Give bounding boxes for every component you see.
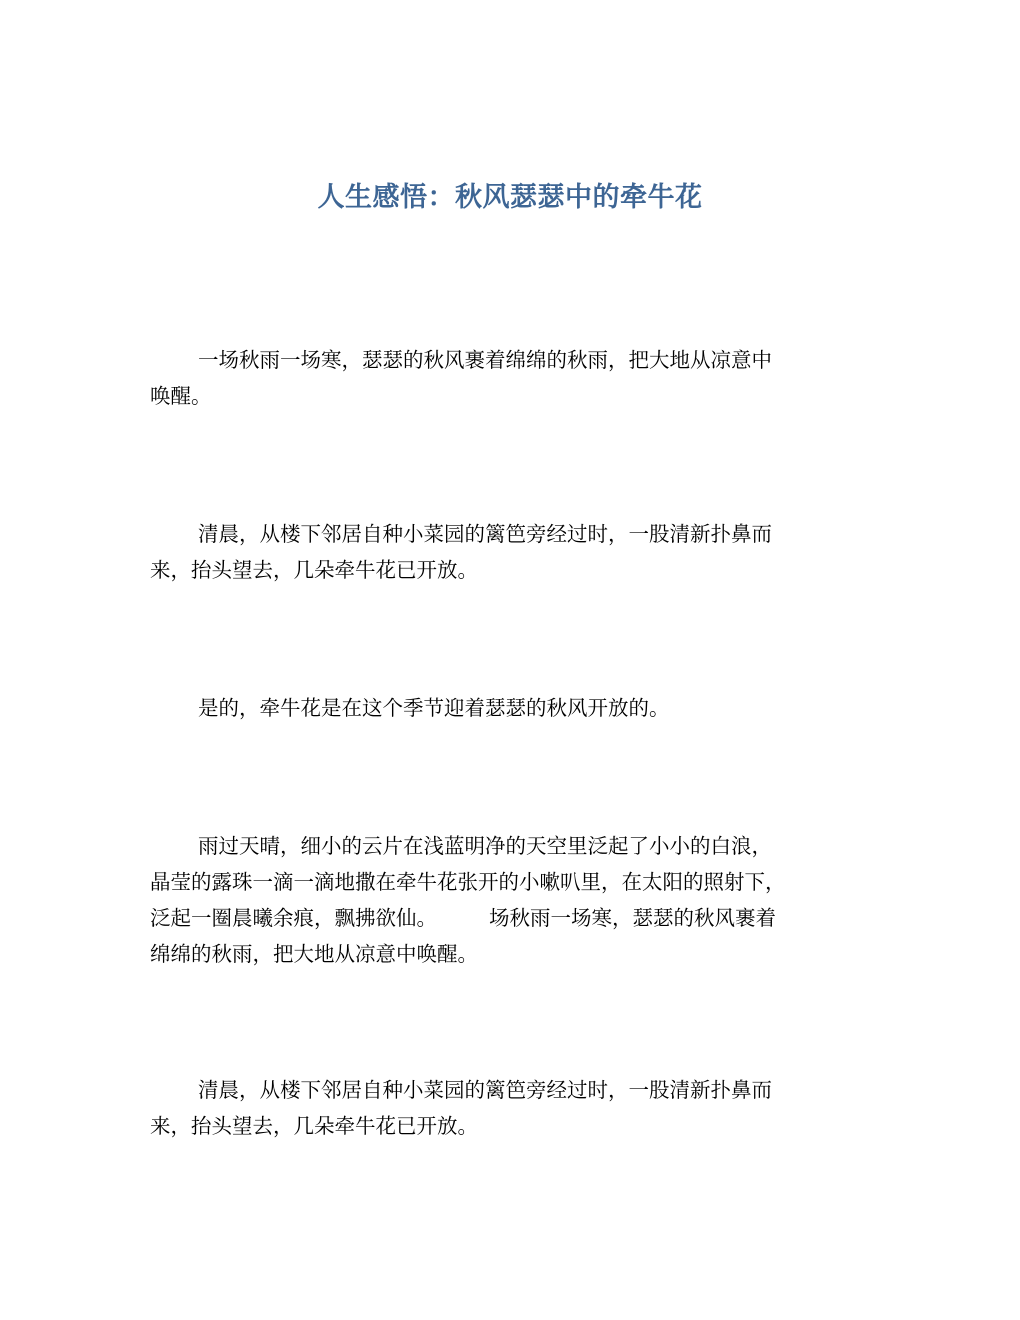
paragraph-2: [150, 516, 862, 588]
paragraph-5: [150, 1072, 862, 1144]
paragraph-line: 一场秋雨一场寒，瑟瑟的秋风裹着绵绵的秋雨，把大地从凉意中: [198, 348, 772, 372]
paragraph-line: 泛起一圈晨曦余痕，飘拂欲仙。 场秋雨一场寒，瑟瑟的秋风裹着: [150, 906, 776, 930]
paragraph-line: 清晨，从楼下邻居自种小菜园的篱笆旁经过时，一股清新扑鼻而: [198, 522, 772, 546]
paragraph-line: 雨过天晴，细小的云片在浅蓝明净的天空里泛起了小小的白浪，: [198, 834, 772, 858]
paragraph-line: 唤醒。: [150, 384, 212, 408]
paragraph-line: 是的，牵牛花是在这个季节迎着瑟瑟的秋风开放的。: [198, 696, 670, 720]
paragraph-line: 来，抬头望去，几朵牵牛花已开放。: [150, 1114, 478, 1138]
document-title: 人生感悟：秋风瑟瑟中的牵牛花: [317, 182, 703, 214]
paragraph-line: 绵绵的秋雨，把大地从凉意中唤醒。: [150, 942, 478, 966]
paragraph-line: 来，抬头望去，几朵牵牛花已开放。: [150, 558, 478, 582]
paragraph-line: 晶莹的露珠一滴一滴地撒在牵牛花张开的小嗽叭里，在太阳的照射下，: [150, 870, 786, 894]
paragraph-4: [150, 828, 862, 972]
paragraph-1: [150, 342, 862, 414]
paragraph-line: 清晨，从楼下邻居自种小菜园的篱笆旁经过时，一股清新扑鼻而: [198, 1078, 772, 1102]
paragraph-3: [150, 690, 862, 726]
